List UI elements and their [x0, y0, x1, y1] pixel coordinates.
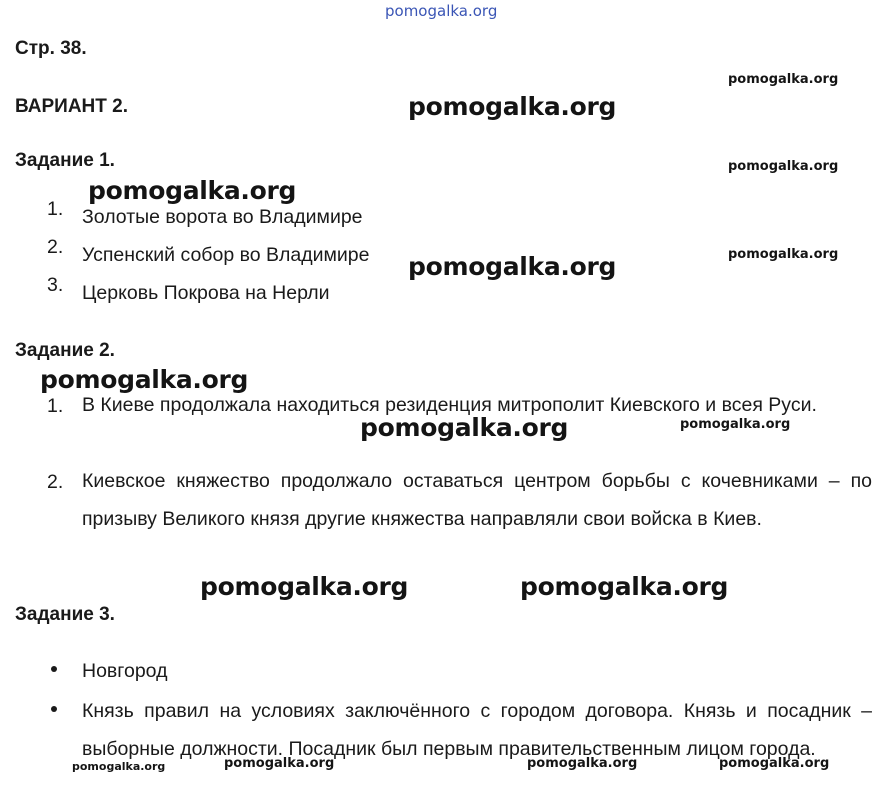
watermark: pomogalka.org — [728, 247, 839, 262]
watermark-top: pomogalka.org — [385, 2, 498, 20]
list-item-text: Успенский собор во Владимире — [82, 244, 370, 266]
watermark: pomogalka.org — [40, 365, 249, 394]
list-item-text: Князь правил на условиях заключённого с городом договора. Князь и посадник – выборные должности. Посадник был первым правительственным лицом города. — [82, 700, 872, 760]
watermark: pomogalka.org — [72, 760, 166, 773]
watermark: pomogalka.org — [520, 572, 729, 601]
task1-heading: Задание 1. — [15, 150, 115, 171]
list-number: 2. — [47, 236, 64, 258]
watermark: pomogalka.org — [680, 417, 791, 432]
list-item-text: Золотые ворота во Владимире — [82, 206, 363, 228]
watermark: pomogalka.org — [728, 72, 839, 87]
watermark: pomogalka.org — [408, 252, 617, 281]
watermark: pomogalka.org — [88, 176, 297, 205]
bullet-icon — [51, 706, 57, 712]
watermark: pomogalka.org — [527, 756, 638, 771]
list-item-text: В Киеве продолжала находиться резиденция митрополит Киевского и всея Руси. — [82, 394, 817, 416]
bullet-icon — [51, 666, 57, 672]
variant-heading: ВАРИАНТ 2. — [15, 96, 128, 117]
watermark: pomogalka.org — [360, 413, 569, 442]
list-number: 3. — [47, 274, 64, 296]
page-label: Стр. 38. — [15, 38, 87, 59]
list-number: 1. — [47, 395, 64, 417]
watermark: pomogalka.org — [719, 756, 830, 771]
list-number: 1. — [47, 198, 64, 220]
list-item-text: Церковь Покрова на Нерли — [82, 282, 330, 304]
watermark: pomogalka.org — [224, 756, 335, 771]
watermark: pomogalka.org — [200, 572, 409, 601]
task2-heading: Задание 2. — [15, 340, 115, 361]
list-item-text: Киевское княжество продолжало оставаться центром борьбы с кочевниками – по призыву Великого князя другие княжества направляли свои войска в Киев. — [82, 470, 872, 530]
list-number: 2. — [47, 471, 64, 493]
task3-heading: Задание 3. — [15, 604, 115, 625]
watermark: pomogalka.org — [408, 92, 617, 121]
list-item-text: Новгород — [82, 660, 168, 682]
watermark: pomogalka.org — [728, 159, 839, 174]
